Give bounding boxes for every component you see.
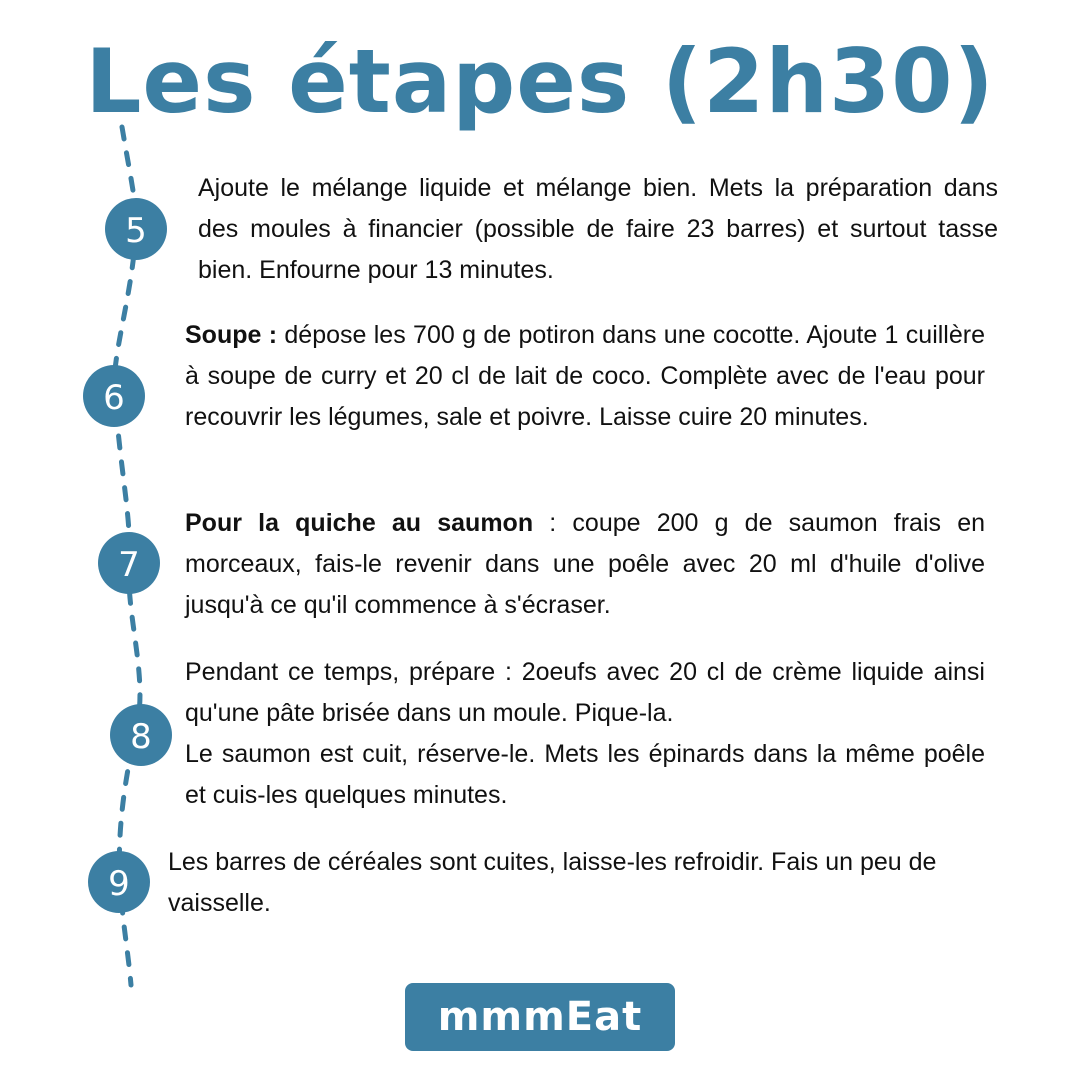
step-number: 7: [118, 545, 140, 585]
step-9-text: [168, 842, 973, 924]
step-number: 5: [125, 211, 147, 251]
step-8-text: [185, 652, 985, 816]
step-9-body: Les barres de céréales sont cuites, laisse-les refroidir. Fais un peu de vaisselle.: [168, 848, 937, 917]
step-6-heading: Soupe :: [185, 321, 278, 349]
step-8-body-continued: Le saumon est cuit, réserve-le. Mets les épinards dans la même poêle et cuis-les quelques minutes.: [185, 740, 985, 809]
brand-logo-text: mmmEat: [437, 994, 643, 1040]
brand-logo: [405, 983, 675, 1051]
step-5-text: [198, 168, 998, 291]
step-marker-5: [105, 198, 167, 260]
step-number: 9: [108, 864, 130, 904]
step-marker-9: [88, 851, 150, 913]
step-7-heading: Pour la quiche au saumon: [185, 509, 534, 537]
step-number: 8: [130, 717, 152, 757]
step-marker-7: [98, 532, 160, 594]
step-6-text: [185, 315, 985, 438]
page-title: Les étapes (2h30): [85, 30, 995, 133]
step-8-body: Pendant ce temps, prépare : 2oeufs avec 20 cl de crème liquide ainsi qu'une pâte brisée dans un moule. Pique-la.: [185, 658, 985, 727]
step-marker-6: [83, 365, 145, 427]
step-7-body: : coupe 200 g de saumon frais en morceaux, fais-le revenir dans une poêle avec 20 ml d'huile d'olive jusqu'à ce qu'il commence à s'écraser.: [185, 509, 986, 619]
step-6-body: dépose les 700 g de potiron dans une cocotte. Ajoute 1 cuillère à soupe de curry et 20 cl de lait de coco. Complète avec de l'eau pour recouvrir les légumes, sale et poivre. Laisse cuire 20 minutes.: [185, 321, 985, 431]
step-7-text: [185, 503, 985, 626]
step-5-body: Ajoute le mélange liquide et mélange bien. Mets la préparation dans des moules à financier (possible de faire 23 barres) et surtout tasse bien. Enfourne pour 13 minutes.: [198, 174, 998, 284]
step-marker-8: [110, 704, 172, 766]
step-number: 6: [103, 378, 125, 418]
